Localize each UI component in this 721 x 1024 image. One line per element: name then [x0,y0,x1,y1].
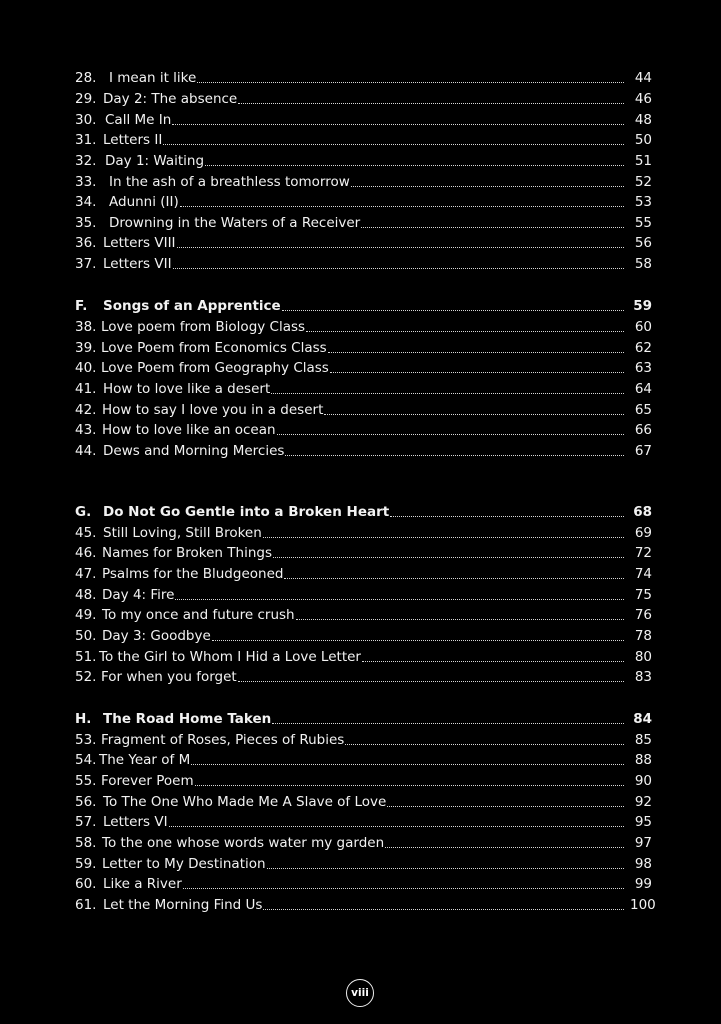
toc-title: Day 1: Waiting [105,153,205,169]
toc-title: Names for Broken Things [102,545,272,561]
toc-number: 45. [75,525,97,541]
toc-number: F. [75,298,88,314]
dot-leader [273,557,624,558]
toc-title: Call Me In [105,112,172,128]
toc-title: Day 3: Goodbye [102,628,211,644]
toc-entry-row [75,108,652,128]
dot-leader [271,393,624,394]
dot-leader [191,764,624,765]
toc-title: How to say I love you in a desert [102,402,324,418]
dot-leader [183,888,624,889]
dot-leader [345,744,624,745]
toc-section-row [75,707,652,727]
toc-entry-row [75,211,652,231]
toc-entry-row [75,521,652,541]
toc-page-number: 78 [634,628,652,644]
toc-entry-row [75,128,652,148]
toc-number: 30. [75,112,97,128]
toc-page-number: 68 [633,504,652,520]
toc-page-number: 95 [634,814,652,830]
toc-entry-row [75,439,652,459]
dot-leader [263,909,624,910]
toc-number: 29. [75,91,97,107]
toc-page-number: 69 [634,525,652,541]
toc-entry-row [75,541,652,561]
toc-number: 39. [75,340,97,356]
toc-page-number: 44 [634,70,652,86]
toc-entry-row [75,336,652,356]
toc-number: 42. [75,402,97,418]
dot-leader [285,455,624,456]
toc-entry-row [75,377,652,397]
dot-leader [177,247,624,248]
toc-title: Like a River [103,876,182,892]
toc-number: 60. [75,876,97,892]
toc-entry-row [75,149,652,169]
toc-entry-row [75,831,652,851]
dot-leader [180,206,624,207]
toc-number: 55. [75,773,97,789]
toc-entry-row [75,624,652,644]
toc-entry-row [75,748,652,768]
toc-page-number: 92 [634,794,652,810]
toc-page-number: 66 [634,422,652,438]
toc-title: Letters II [103,132,163,148]
toc-number: 61. [75,897,97,913]
toc-page-number: 90 [634,773,652,789]
dot-leader [284,578,624,579]
toc-title: Day 2: The absence [103,91,238,107]
toc-title: Love Poem from Economics Class [101,340,327,356]
toc-number: 54. [75,752,97,768]
toc-title: Drowning in the Waters of a Receiver [109,215,361,231]
toc-entry-row [75,852,652,872]
toc-entry-row [75,315,652,335]
toc-page-number: 85 [634,732,652,748]
toc-page-number: 53 [634,194,652,210]
toc-page-number: 62 [634,340,652,356]
dot-leader [328,352,624,353]
dot-leader [390,516,624,517]
toc-title: To the one whose words water my garden [102,835,385,851]
toc-entry-row [75,810,652,830]
toc-entry-row [75,252,652,272]
toc-page-number: 67 [634,443,652,459]
toc-title: Psalms for the Bludgeoned [102,566,284,582]
toc-entry-row [75,87,652,107]
dot-leader [263,537,624,538]
dot-leader [387,806,624,807]
toc-title: I mean it like [109,70,197,86]
dot-leader [277,434,624,435]
toc-entry-row [75,665,652,685]
toc-entry-row [75,728,652,748]
toc-title: Do Not Go Gentle into a Broken Heart [103,504,390,520]
toc-title: Forever Poem [101,773,194,789]
dot-leader [172,124,624,125]
toc-number: 56. [75,794,97,810]
toc-page-number: 65 [634,402,652,418]
toc-entry-row [75,583,652,603]
toc-number: H. [75,711,92,727]
dot-leader [197,82,624,83]
toc-number: 49. [75,607,97,623]
dot-leader [351,186,624,187]
toc-page-number: 74 [634,566,652,582]
toc-page-number: 99 [634,876,652,892]
toc-number: 35. [75,215,97,231]
toc-page-number: 100 [630,897,656,913]
toc-page-number: 51 [634,153,652,169]
toc-title: Dews and Morning Mercies [103,443,285,459]
dot-leader [163,144,624,145]
toc-entry-row [75,170,652,190]
toc-number: 59. [75,856,97,872]
toc-title: Letters VI [103,814,168,830]
toc-number: G. [75,504,92,520]
toc-title: For when you forget [101,669,237,685]
toc-number: 46. [75,545,97,561]
toc-page-number: 55 [634,215,652,231]
toc-page-number: 80 [634,649,652,665]
dot-leader [212,640,624,641]
toc-number: 57. [75,814,97,830]
dot-leader [205,165,624,166]
toc-page-number: 56 [634,235,652,251]
toc-entry-row [75,190,652,210]
toc-page-number: 84 [633,711,652,727]
toc-title: To my once and future crush [102,607,295,623]
dot-leader [362,661,624,662]
toc-number: 53. [75,732,97,748]
toc-title: Day 4: Fire [102,587,175,603]
toc-title: Let the Morning Find Us [103,897,263,913]
dot-leader [330,372,624,373]
dot-leader [282,310,624,311]
dot-leader [169,826,624,827]
page-number: viii [351,987,369,999]
toc-page-number: 76 [634,607,652,623]
toc-title: How to love like a desert [103,381,271,397]
toc-number: 50. [75,628,97,644]
toc-page-number: 52 [634,174,652,190]
toc-title: To the Girl to Whom I Hid a Love Letter [99,649,361,665]
dot-leader [195,785,624,786]
toc-title: Still Loving, Still Broken [103,525,262,541]
toc-number: 51. [75,649,97,665]
toc-number: 38. [75,319,97,335]
dot-leader [238,681,624,682]
dot-leader [385,847,624,848]
toc-title: Adunni (II) [109,194,179,210]
dot-leader [272,723,624,724]
toc-number: 34. [75,194,97,210]
toc-page-number: 72 [634,545,652,561]
toc-number: 31. [75,132,97,148]
toc-page-number: 75 [634,587,652,603]
toc-number: 58. [75,835,97,851]
toc-number: 41. [75,381,97,397]
toc-title: To The One Who Made Me A Slave of Love [103,794,387,810]
dot-leader [324,414,624,415]
toc-title: The Year of M [99,752,191,768]
toc-title: Letters VII [103,256,172,272]
toc-page-number: 48 [634,112,652,128]
toc-page-number: 63 [634,360,652,376]
toc-entry-row [75,66,652,86]
dot-leader [173,268,624,269]
toc-title: Fragment of Roses, Pieces of Rubies [101,732,345,748]
toc-number: 33. [75,174,97,190]
toc-entry-row [75,398,652,418]
toc-page-number: 64 [634,381,652,397]
dot-leader [267,868,624,869]
toc-entry-row [75,231,652,251]
toc-entry-row [75,645,652,665]
toc-section-row [75,500,652,520]
toc-title: In the ash of a breathless tomorrow [109,174,350,190]
toc-number: 36. [75,235,97,251]
toc-title: Love poem from Biology Class [101,319,306,335]
toc-number: 48. [75,587,97,603]
toc-page-number: 88 [634,752,652,768]
dot-leader [361,227,624,228]
toc-entry-row [75,769,652,789]
toc-number: 37. [75,256,97,272]
toc-number: 47. [75,566,97,582]
toc-number: 32. [75,153,97,169]
toc-entry-row [75,790,652,810]
dot-leader [296,619,624,620]
toc-entry-row [75,872,652,892]
toc-entry-row [75,418,652,438]
toc-number: 52. [75,669,97,685]
toc-title: The Road Home Taken [103,711,272,727]
dot-leader [238,103,624,104]
toc-title: Love Poem from Geography Class [101,360,329,376]
toc-number: 44. [75,443,97,459]
toc-page-number: 60 [634,319,652,335]
toc-page-number: 98 [634,856,652,872]
toc-entry-row [75,562,652,582]
toc-entry-row [75,356,652,376]
toc-title: Letter to My Destination [102,856,266,872]
toc-page-number: 46 [634,91,652,107]
toc-number: 43. [75,422,97,438]
toc-title: Letters VIII [103,235,176,251]
toc-number: 40. [75,360,97,376]
toc-section-row [75,294,652,314]
dot-leader [175,599,624,600]
toc-page-number: 83 [634,669,652,685]
toc-title: How to love like an ocean [102,422,276,438]
toc-title: Songs of an Apprentice [103,298,281,314]
dot-leader [306,331,624,332]
toc-entry-row [75,893,656,913]
page-number-badge [346,979,374,1007]
toc-page-number: 59 [633,298,652,314]
toc-page-number: 50 [634,132,652,148]
toc-page-number: 58 [634,256,652,272]
toc-page-number: 97 [634,835,652,851]
toc-entry-row [75,603,652,623]
toc-number: 28. [75,70,97,86]
